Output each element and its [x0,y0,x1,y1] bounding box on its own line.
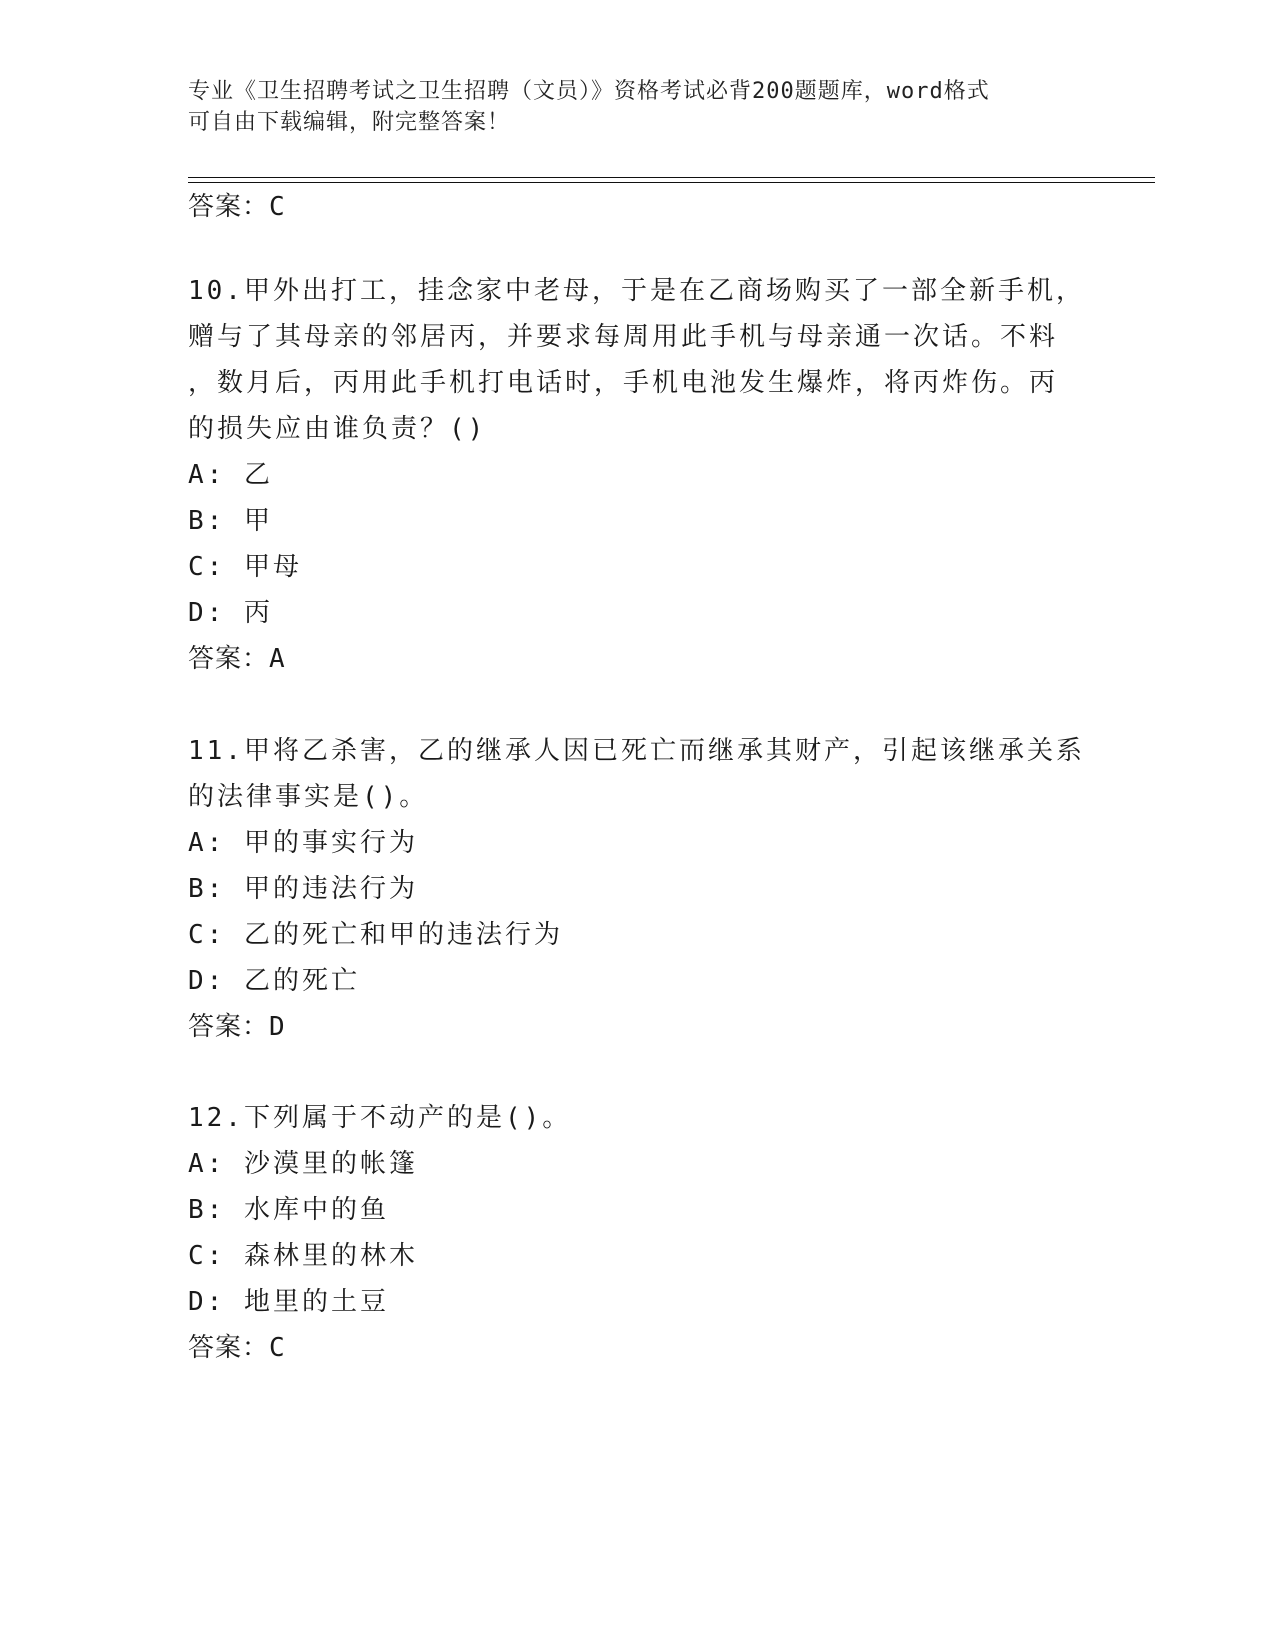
option-b: B: 甲的违法行为 [188,874,418,904]
option-d: D: 丙 [188,598,273,628]
option-d: D: 地里的土豆 [188,1287,389,1317]
question-text-line: 的损失应由谁负责？() [188,414,487,444]
option-b: B: 甲 [188,506,273,536]
question-text-line: 的法律事实是()。 [188,782,429,812]
question-12 [188,1095,1088,1371]
answer-line [188,636,1088,682]
question-text-line: 11.甲将乙杀害，乙的继承人因已死亡而继承其财产，引起该继承关系 [188,736,1085,766]
question-text-line: 10.甲外出打工，挂念家中老母，于是在乙商场购买了一部全新手机， [188,276,1085,306]
question-text-line: 12.下列属于不动产的是()。 [188,1103,572,1133]
option-c: C: 乙的死亡和甲的违法行为 [188,920,563,950]
question-10 [188,268,1088,682]
question-text-line: ，数月后，丙用此手机打电话时，手机电池发生爆炸，将丙炸伤。丙 [188,368,1059,398]
option-a: A: 沙漠里的帐篷 [188,1149,418,1179]
question-text-line: 赠与了其母亲的邻居丙，并要求每周用此手机与母亲通一次话。不料 [188,322,1059,352]
header-divider-bottom [188,182,1155,183]
option-b: B: 水库中的鱼 [188,1195,389,1225]
header-line-2: 可自由下载编辑，附完整答案！ [188,110,511,135]
answer-line [188,184,1088,230]
document-header [188,76,1088,138]
header-line-1: 专业《卫生招聘考试之卫生招聘（文员）》资格考试必背200题题库，word格式 [188,79,990,104]
option-a: A: 乙 [188,460,273,490]
option-c: C: 甲母 [188,552,302,582]
answer-line [188,1325,1088,1371]
answer-text: 答案：D [188,1012,286,1042]
answer-line [188,1004,1088,1050]
header-divider-top [188,177,1155,178]
option-d: D: 乙的死亡 [188,966,360,996]
answer-text: 答案：C [188,1333,286,1363]
question-11 [188,728,1088,1050]
previous-answer-block [188,184,1088,230]
answer-text: 答案：A [188,644,286,674]
option-a: A: 甲的事实行为 [188,828,418,858]
option-c: C: 森林里的林木 [188,1241,418,1271]
answer-text: 答案：C [188,192,286,222]
